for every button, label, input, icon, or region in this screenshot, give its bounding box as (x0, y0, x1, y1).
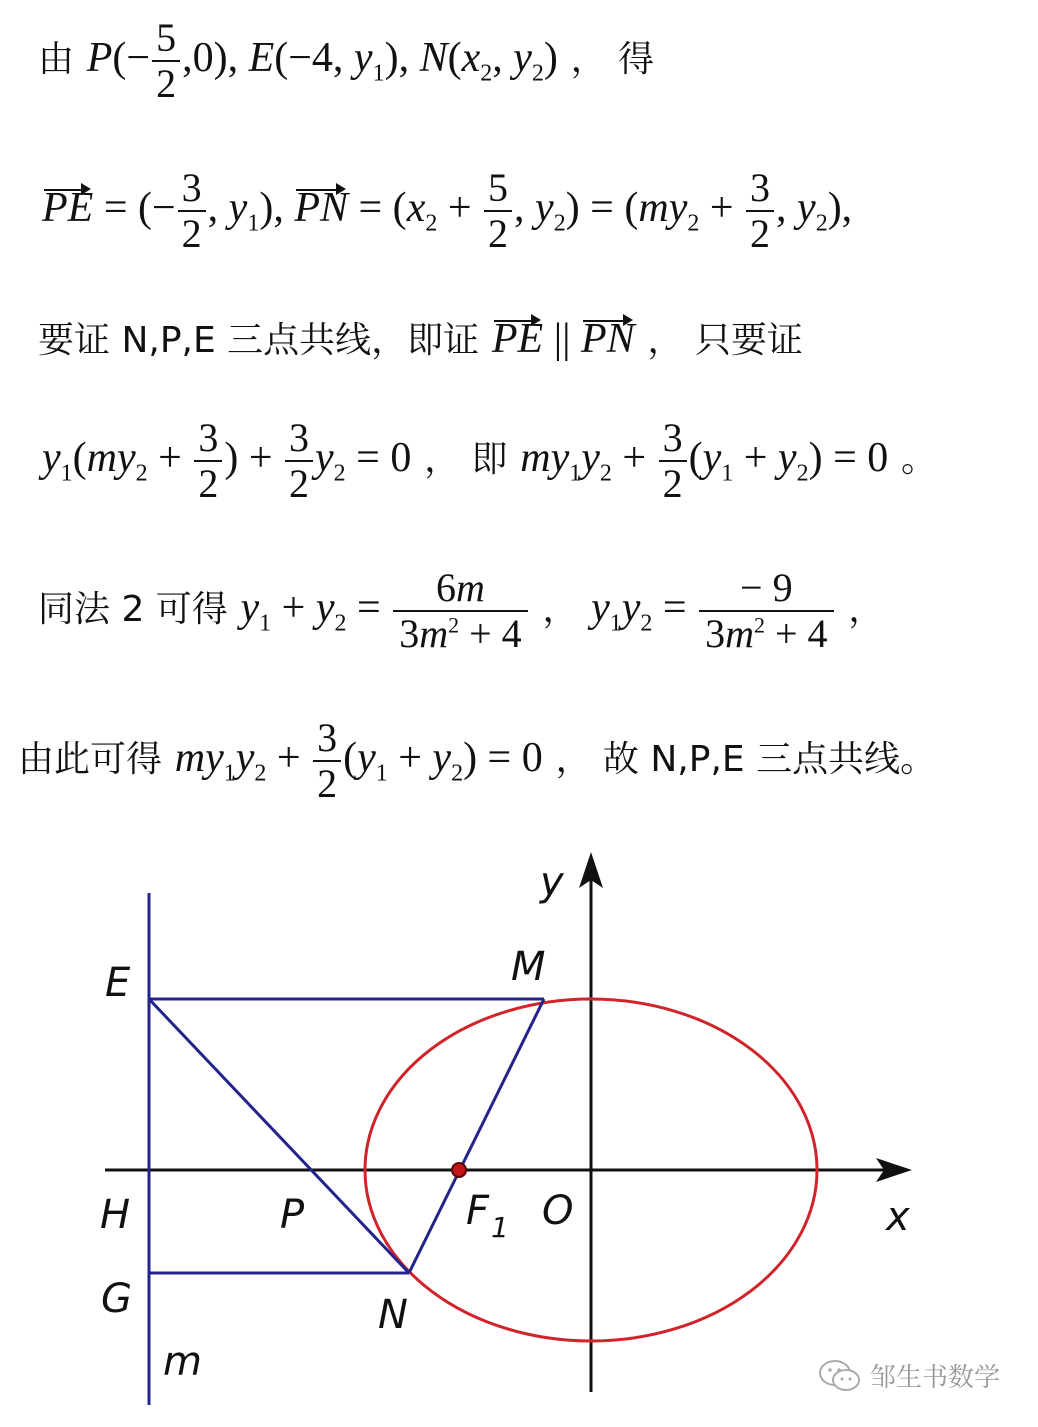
text-conclusion: ， 故 N,P,E 三点共线。 (555, 739, 937, 780)
text-ji: ， 即 (424, 439, 508, 480)
label-M: M (511, 944, 546, 990)
formula-token: ), (827, 185, 853, 231)
text-similarly: 同法 2 可得 (38, 589, 228, 630)
math-line-6 (18, 715, 1038, 806)
label-E: E (105, 960, 131, 1006)
text-only: ， 只要证 (647, 320, 803, 361)
formula-token: E (248, 35, 275, 81)
formula-token: $y_1$ (702, 435, 734, 487)
label-y: y (540, 859, 564, 905)
formula-token: = (346, 585, 392, 631)
text-de: ， 得 (570, 39, 655, 80)
math-line-4 (42, 415, 1038, 506)
formula-token: $y_1$ (353, 35, 385, 87)
formula-token: ( (72, 435, 87, 481)
fraction: $\frac{5}{2}$ (152, 18, 180, 104)
formula-token: ( (447, 35, 462, 81)
text-hence: 由此可得 (18, 739, 163, 780)
formula-token: $my_1y_2$ (174, 735, 267, 787)
formula-token: ) = 0 (808, 435, 889, 481)
formula-token: + (611, 435, 657, 481)
formula-token: $my_1y_2$ (520, 435, 612, 487)
formula-token: ( (688, 435, 703, 481)
formula-token: = (− (93, 185, 176, 231)
formula-token: + (387, 735, 433, 781)
formula-token: $my_2$ (638, 185, 700, 237)
formula-token: ) = 0 (463, 735, 543, 781)
formula-token: N (419, 35, 448, 81)
formula-token: $y_2$ (315, 435, 346, 487)
formula-token: = ( (348, 185, 407, 231)
formula-points: P (86, 35, 113, 81)
formula-token: ), (259, 185, 295, 231)
fraction: $\frac{5}{2}$ (484, 168, 512, 254)
label-O: O (542, 1188, 574, 1234)
fraction: $\frac{3}{2}$ (194, 418, 222, 504)
fraction: $\frac{3}{2}$ (313, 718, 341, 804)
formula-token: $y_2$ (432, 735, 464, 787)
fraction: $\frac{3}{2}$ (659, 418, 687, 504)
formula-token: + (271, 585, 316, 631)
formula-token: $y_1$ (228, 185, 260, 237)
formula-token: + (266, 735, 312, 781)
formula-token: = 0 (345, 435, 412, 481)
math-line-2 (42, 165, 1038, 256)
formula-token: $y_1y_2$ (591, 585, 653, 637)
formula-token: $x_2$ (406, 185, 438, 237)
formula-token: , (492, 35, 514, 81)
formula-token: || (543, 316, 582, 362)
formula-token: + (733, 435, 778, 481)
formula-token: ) + (224, 435, 284, 481)
fraction: $\frac{6m}{3m^2 + 4}$ (393, 568, 527, 654)
formula-token: , (207, 185, 229, 231)
formula-token: ) (543, 35, 558, 81)
label-x: x (886, 1194, 910, 1240)
fraction: $\frac{3}{2}$ (285, 418, 313, 504)
formula-token: ,0), (182, 35, 249, 81)
label-P: P (280, 1192, 305, 1238)
formula-token: ( (343, 735, 358, 781)
formula-token: $y_2$ (777, 435, 809, 487)
formula-token: $y_2$ (535, 185, 566, 237)
formula-token: (− (112, 35, 151, 81)
label-F-sub: 1 (491, 1211, 509, 1244)
formula-token: = (652, 585, 698, 631)
label-F: F (466, 1188, 490, 1234)
geometry-figure (0, 840, 1038, 1427)
label-H: H (100, 1192, 131, 1238)
fraction: $\frac{3}{2}$ (746, 168, 774, 254)
label-G: G (101, 1276, 132, 1322)
vector-PN: PN (581, 316, 635, 362)
formula-token: , (514, 185, 536, 231)
formula-token: $y_1$ (357, 735, 388, 787)
formula-token: $y_2$ (315, 585, 347, 637)
text-prove: 要证 N,P,E 三点共线，即证 (38, 320, 480, 361)
text-comma: ， (542, 589, 579, 630)
watermark-text: 邹生书数学 (870, 1363, 1001, 1393)
label-N: N (378, 1292, 408, 1338)
formula-token: ), (384, 35, 420, 81)
formula-token: $y_1$ (42, 435, 73, 487)
vector-PN: PN (294, 185, 348, 231)
math-line-3 (38, 318, 1038, 360)
text-you: 由 (38, 39, 75, 80)
math-line-1 (38, 15, 1038, 106)
vector-PE: PE (491, 316, 544, 362)
formula-token: $x_2$ (461, 35, 493, 87)
watermark (818, 1357, 1000, 1394)
math-line-5 (38, 565, 1038, 656)
fraction: $\frac{3}{2}$ (178, 168, 206, 254)
formula-token: $y_1$ (240, 585, 272, 637)
formula-token: (−4, (274, 35, 354, 81)
formula-token: $y_2$ (513, 35, 544, 87)
text-comma-2: ， (848, 589, 885, 630)
formula-token: + (437, 185, 483, 231)
formula-token: + (147, 435, 193, 481)
focus-point (452, 1163, 466, 1177)
formula-token: ) = ( (565, 185, 639, 231)
vector-PE: PE (42, 185, 94, 231)
formula-token: $my_2$ (86, 435, 148, 487)
text-period: 。 (900, 439, 937, 480)
label-m: m (163, 1339, 202, 1385)
formula-token: + (699, 185, 745, 231)
formula-token: , (776, 185, 798, 231)
formula-token: $y_2$ (797, 185, 828, 237)
fraction: $\frac{- 9}{3m^2 + 4}$ (699, 568, 833, 654)
wechat-icon (818, 1359, 862, 1393)
